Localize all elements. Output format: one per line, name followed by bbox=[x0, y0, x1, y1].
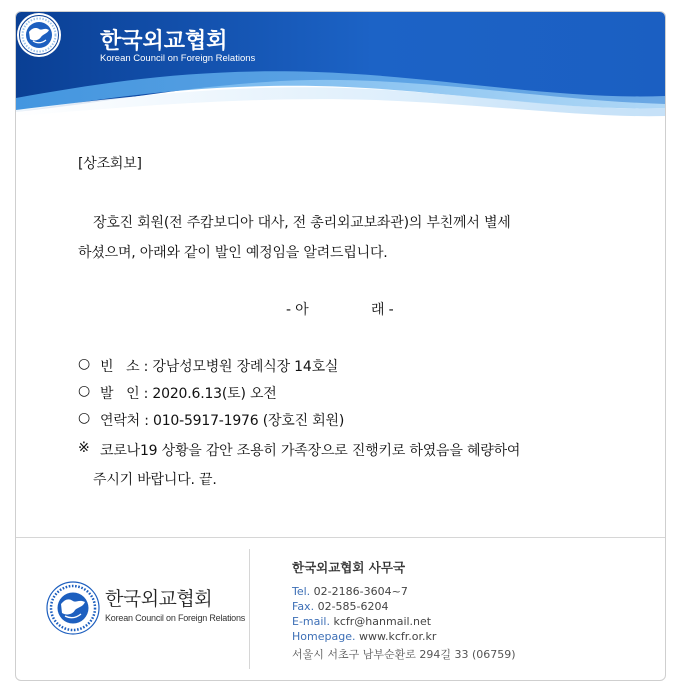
letter-title: [상조회보] bbox=[78, 156, 142, 172]
letter-body bbox=[16, 12, 665, 537]
list-item-bullet: ○ bbox=[78, 356, 91, 372]
tel-value: 02-2186-3604~7 bbox=[313, 585, 408, 598]
fax-label: Fax. bbox=[292, 600, 315, 613]
fax-row bbox=[292, 600, 389, 613]
address: 서울시 서초구 남부순환로 294길 33 (06759) bbox=[292, 648, 516, 661]
header-org-name-en: Korean Council on Foreign Relations bbox=[100, 53, 256, 64]
email-link[interactable]: kcfr@hanmail.net bbox=[333, 615, 432, 628]
fax-value: 02-585-6204 bbox=[317, 600, 389, 613]
notice-heading-right: 래 - bbox=[371, 302, 394, 318]
list-item-bullet: ○ bbox=[78, 410, 91, 426]
list-item-bullet: ○ bbox=[78, 383, 91, 399]
footer-vertical-divider bbox=[249, 549, 250, 669]
note-line-1: 코로나19 상황을 감안 조용히 가족장으로 진행키로 하였음을 혜량하여 bbox=[100, 443, 521, 459]
footer-org-name-en: Korean Council on Foreign Relations bbox=[105, 613, 246, 623]
note-line-2: 주시기 바랍니다. 끝. bbox=[93, 472, 217, 488]
note-mark: ※ bbox=[78, 440, 90, 456]
tel-label: Tel. bbox=[292, 585, 311, 598]
kcfr-emblem-icon bbox=[46, 581, 100, 635]
footer-org-name: 한국외교협회 bbox=[105, 588, 213, 610]
email-row bbox=[292, 615, 431, 628]
homepage-label: Homepage. bbox=[292, 630, 356, 643]
homepage-link[interactable]: www.kcfr.or.kr bbox=[358, 630, 437, 643]
intro-line-2: 하셨으며, 아래와 같이 발인 예정임을 알려드립니다. bbox=[78, 245, 388, 261]
notice-heading-left: - 아 bbox=[286, 302, 309, 318]
office-name: 한국외교협회 사무국 bbox=[292, 560, 406, 575]
list-item-contact: 연락처 : 010-5917-1976 (장호진 회원) bbox=[100, 413, 345, 429]
homepage-row bbox=[292, 630, 436, 643]
tel-row bbox=[292, 585, 408, 598]
email-label: E-mail. bbox=[292, 615, 330, 628]
list-item-funeral-hall: 빈 소 : 강남성모병원 장례식장 14호실 bbox=[100, 359, 339, 375]
email-frame bbox=[15, 11, 666, 681]
footer-divider bbox=[16, 537, 665, 538]
intro-line-1: 장호진 회원(전 주캄보디아 대사, 전 총리외교보좌관)의 부친께서 별세 bbox=[93, 215, 511, 231]
header-org-name: 한국외교협회 bbox=[100, 29, 228, 54]
list-item-procession: 발 인 : 2020.6.13(토) 오전 bbox=[100, 386, 277, 402]
